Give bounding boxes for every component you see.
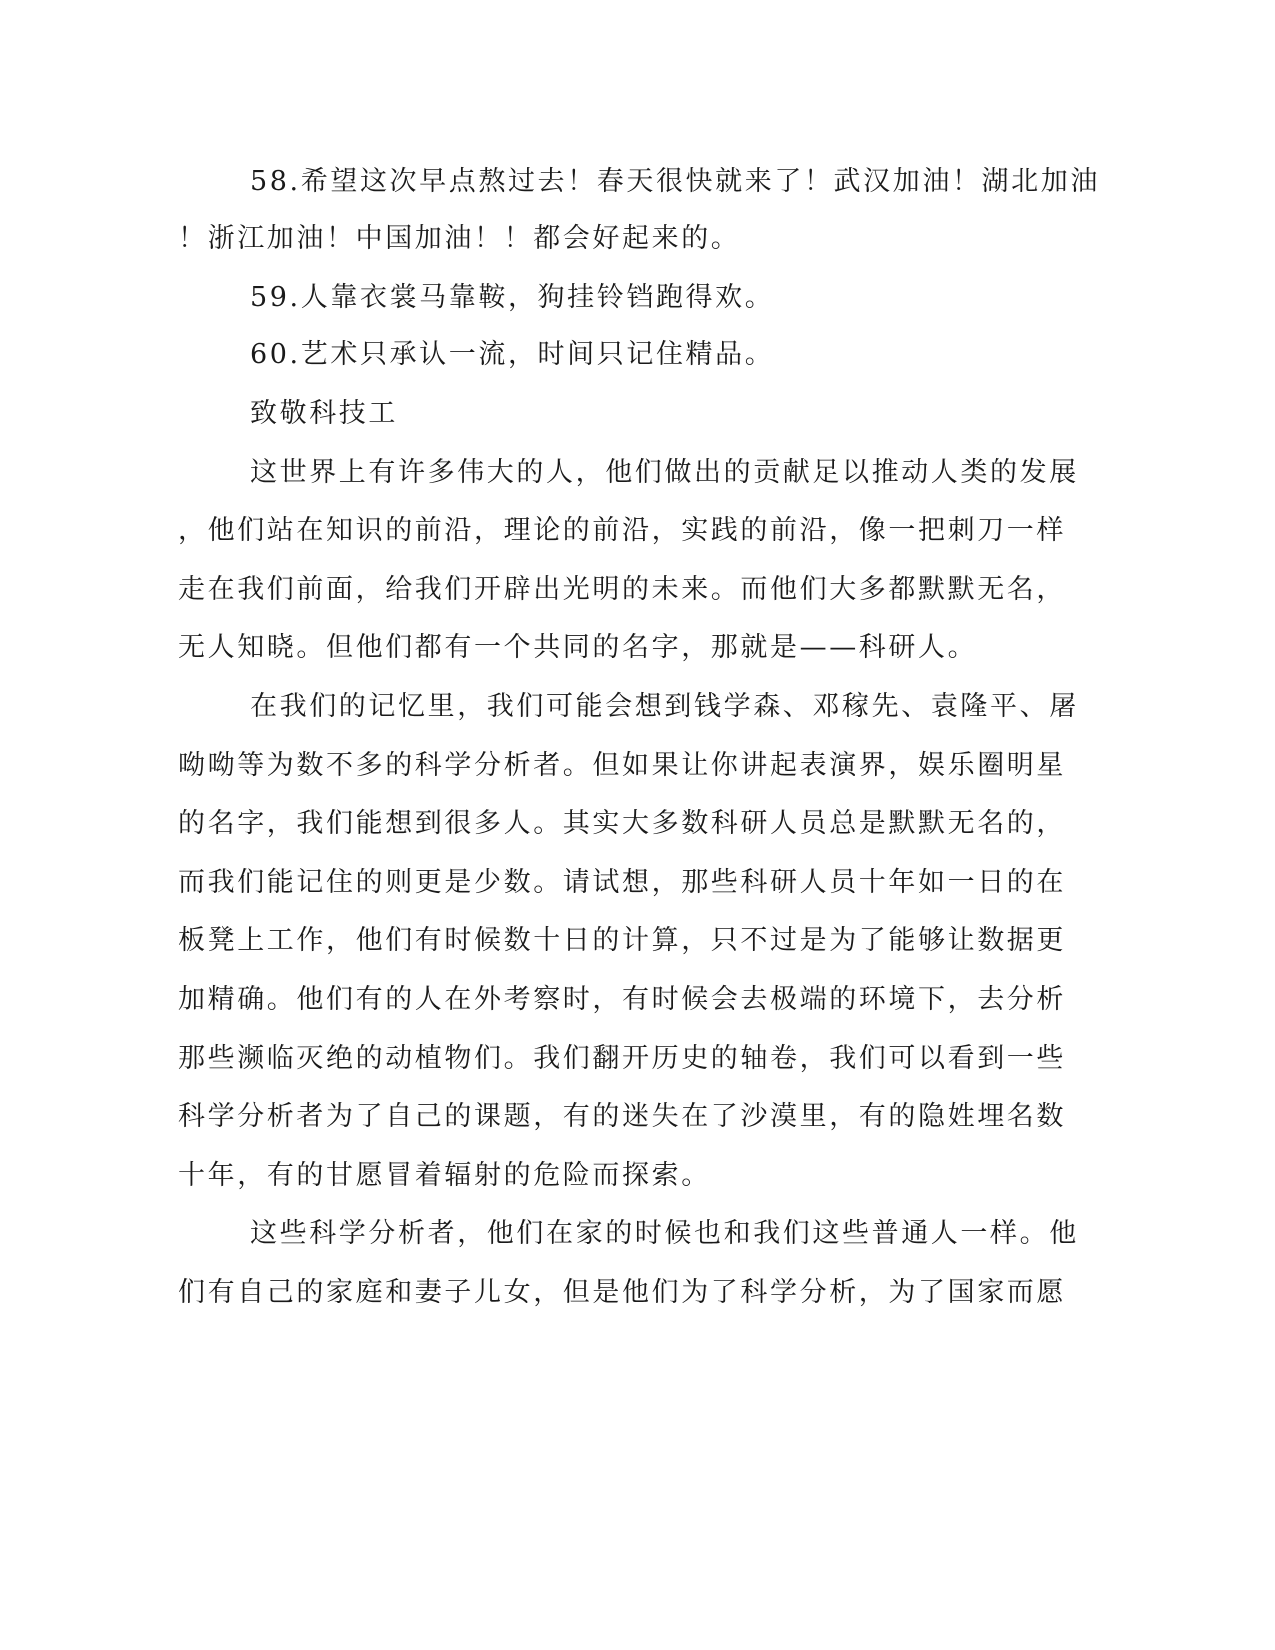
text-line: 60.艺术只承认一流，时间只记住精品。 bbox=[250, 339, 775, 370]
text-line: 加精确。他们有的人在外考察时，有时候会去极端的环境下，去分析 bbox=[178, 984, 1066, 1015]
text-line: 呦呦等为数不多的科学分析者。但如果让你讲起表演界，娱乐圈明星 bbox=[178, 750, 1066, 781]
text-line: 在我们的记忆里，我们可能会想到钱学森、邓稼先、袁隆平、屠 bbox=[250, 691, 1079, 722]
text-line: 而我们能记住的则更是少数。请试想，那些科研人员十年如一日的在 bbox=[178, 867, 1066, 898]
text-line: ，他们站在知识的前沿，理论的前沿，实践的前沿，像一把刺刀一样 bbox=[178, 515, 1066, 546]
text-line: 们有自己的家庭和妻子儿女，但是他们为了科学分析，为了国家而愿 bbox=[178, 1277, 1066, 1308]
text-line: 那些濒临灭绝的动植物们。我们翻开历史的轴卷，我们可以看到一些 bbox=[178, 1043, 1066, 1074]
text-line: 59.人靠衣裳马靠鞍，狗挂铃铛跑得欢。 bbox=[250, 282, 775, 313]
text-line: 走在我们前面，给我们开辟出光明的未来。而他们大多都默默无名， bbox=[178, 574, 1066, 605]
section-heading: 致敬科技工 bbox=[250, 398, 398, 429]
text-line: 的名字，我们能想到很多人。其实大多数科研人员总是默默无名的， bbox=[178, 808, 1066, 839]
text-line: 58.希望这次早点熬过去！春天很快就来了！武汉加油！湖北加油 bbox=[250, 166, 1100, 197]
text-line: 板凳上工作，他们有时候数十日的计算，只不过是为了能够让数据更 bbox=[178, 925, 1066, 956]
text-line: 无人知晓。但他们都有一个共同的名字，那就是——科研人。 bbox=[178, 632, 978, 663]
text-line: 这些科学分析者，他们在家的时候也和我们这些普通人一样。他 bbox=[250, 1218, 1079, 1249]
text-line: 这世界上有许多伟大的人，他们做出的贡献足以推动人类的发展 bbox=[250, 457, 1079, 488]
text-line: 科学分析者为了自己的课题，有的迷失在了沙漠里，有的隐姓埋名数 bbox=[178, 1101, 1066, 1132]
text-line: 十年，有的甘愿冒着辐射的危险而探索。 bbox=[178, 1160, 711, 1191]
text-line: ！浙江加油！中国加油！！都会好起来的。 bbox=[178, 223, 741, 254]
